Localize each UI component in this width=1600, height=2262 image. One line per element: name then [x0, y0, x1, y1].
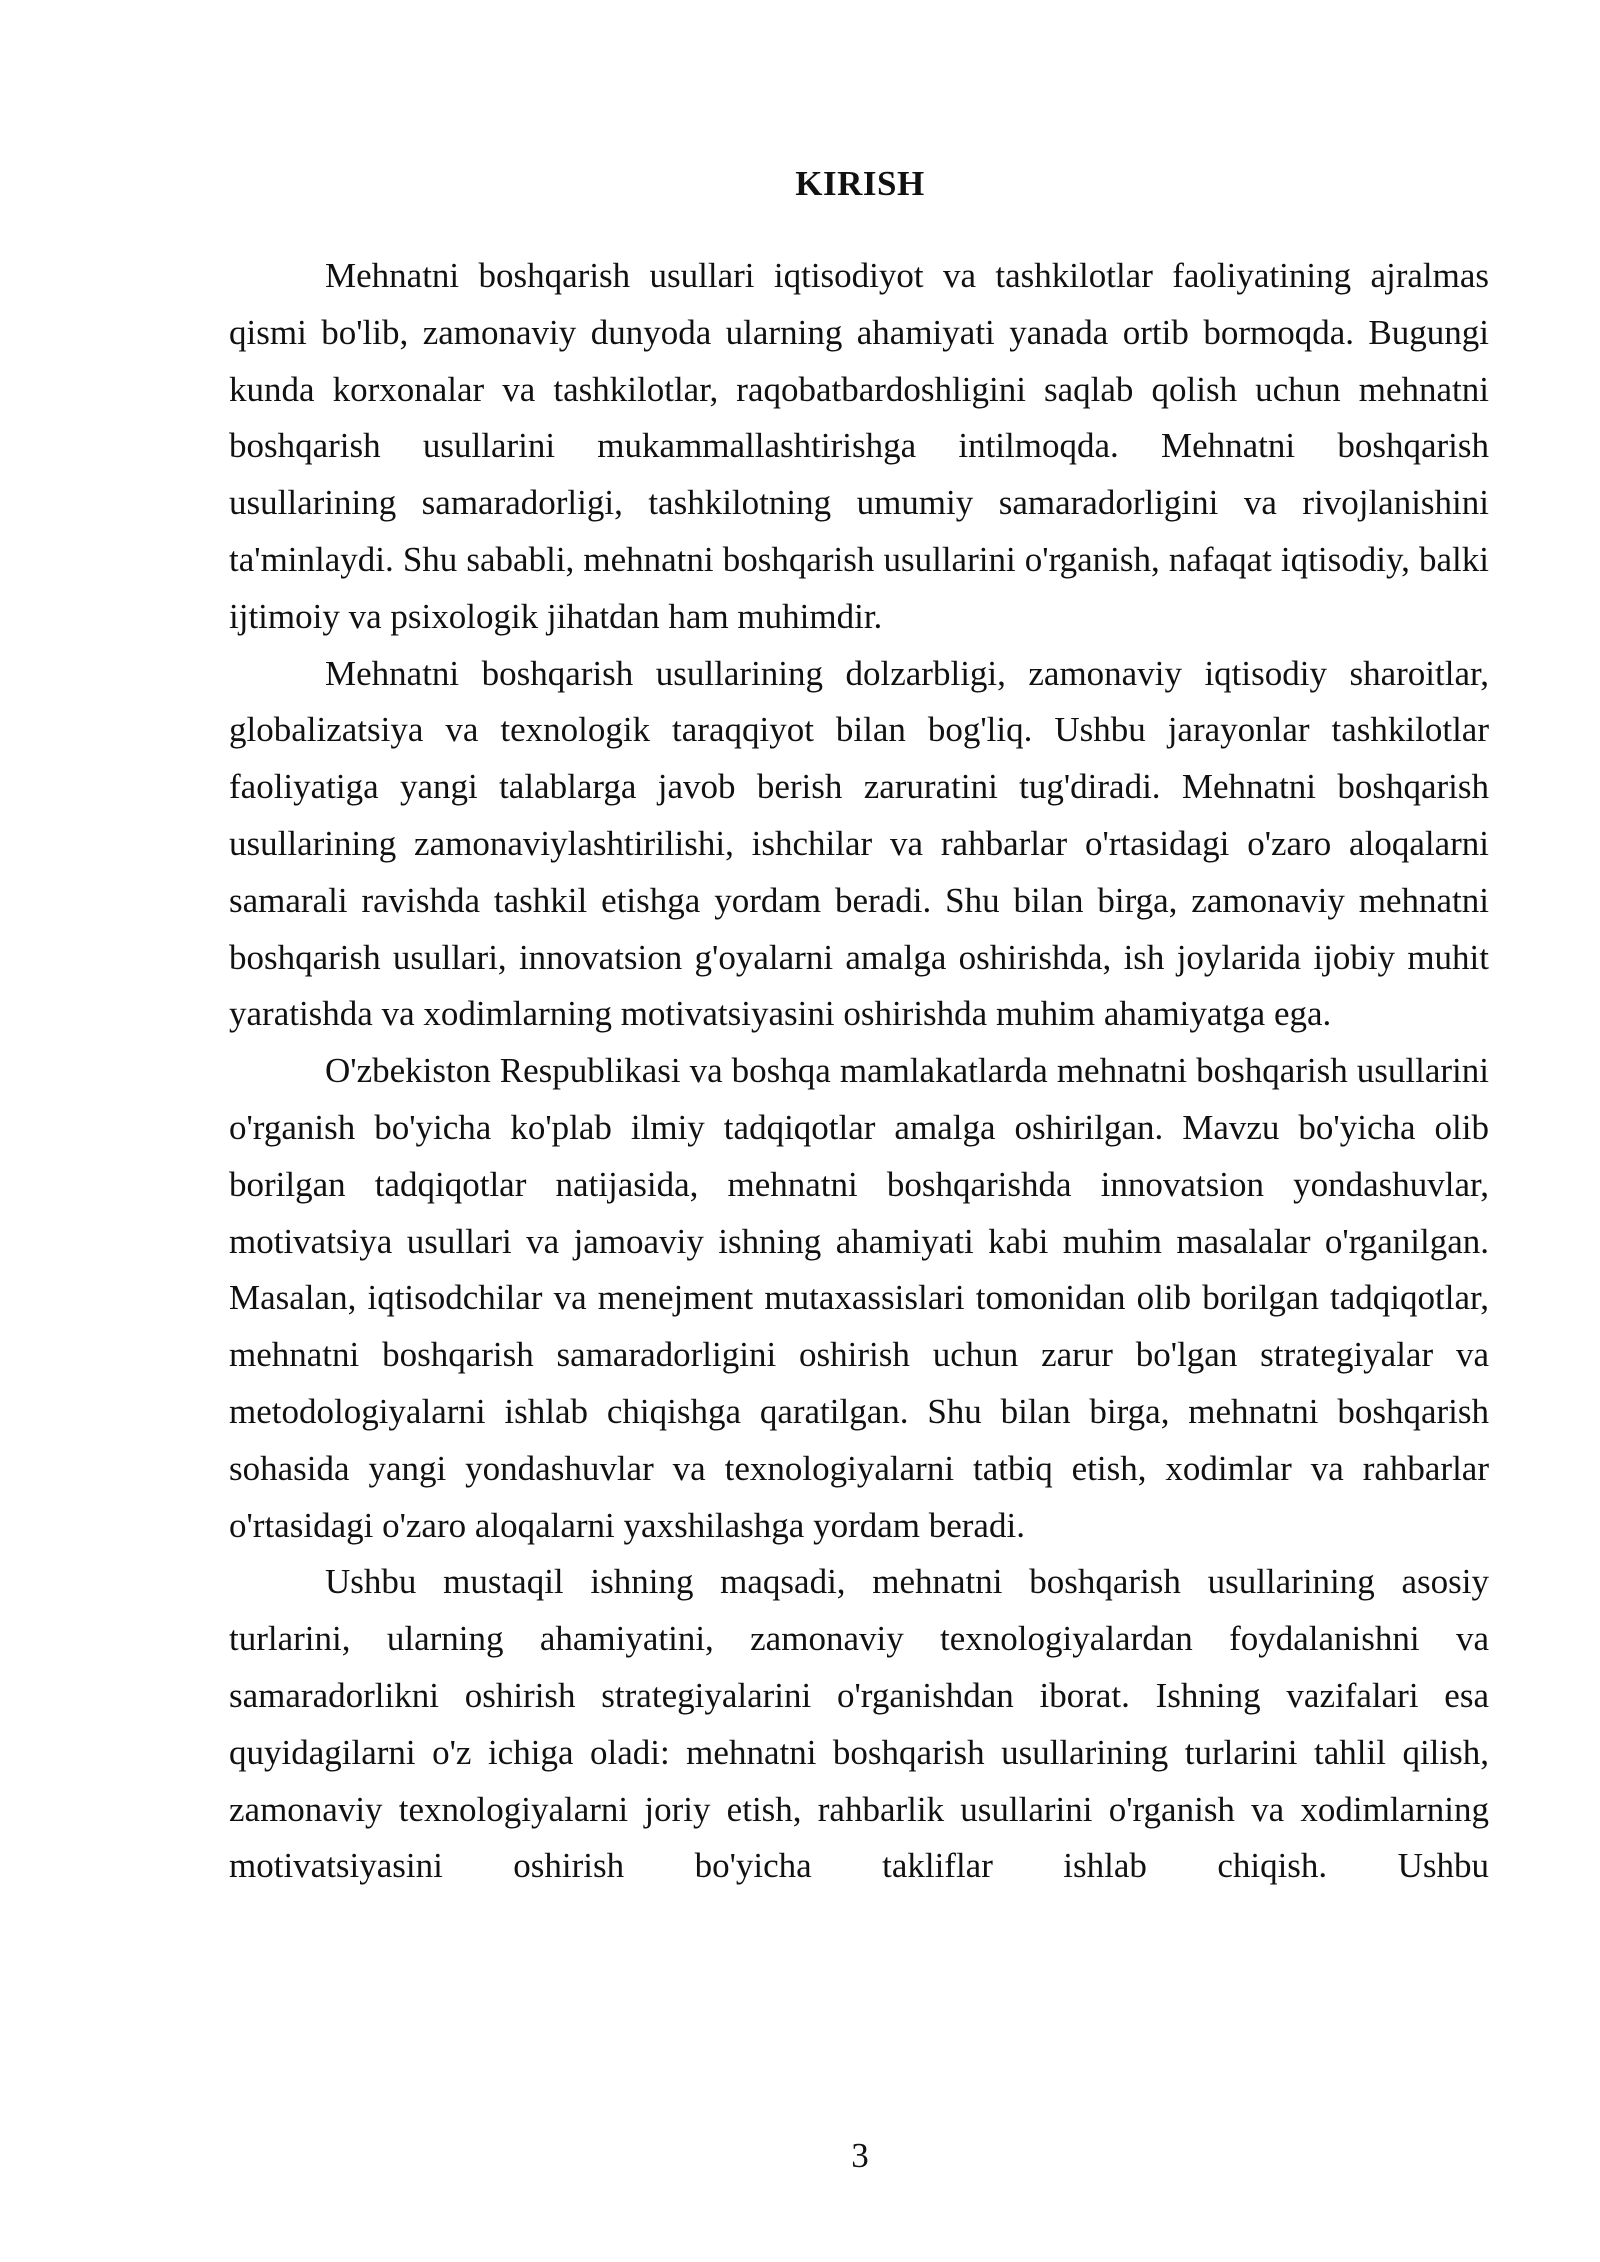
- page-number: 3: [851, 2136, 869, 2175]
- paragraph-3: O'zbekiston Respublikasi va boshqa mamlakatlarda mehnatni boshqarish usullarini o'rganish bo'yicha ko'plab ilmiy tadqiqotlar amalga oshirilgan. Mavzu bo'yicha olib borilgan tadqiqotlar natijasida, mehnatni boshqarishda innovatsion yondashuvlar, motivatsiya usullari va jamoaviy ishning ahamiyati kabi muhim masalalar o'rganilgan. Masalan, iqtisodchilar va menejment mutaxassislari tomonidan olib borilgan tadqiqotlar, mehnatni boshqarish samaradorligini oshirish uchun zarur bo'lgan strategiyalar va metodologiyalarni ishlab chiqishga qaratilgan. Shu bilan birga, mehnatni boshqarish sohasida yangi yondashuvlar va texnologiyalarni tatbiq etish, xodimlar va rahbarlar o'rtasidagi o'zaro aloqalarni yaxshilashga yordam beradi.: [229, 1051, 1489, 1545]
- paragraph-4: Ushbu mustaqil ishning maqsadi, mehnatni boshqarish usullarining asosiy turlarini, ularning ahamiyatini, zamonaviy texnologiyalardan foydalanishni va samaradorlikni oshirish strategiyalarini o'rganishdan iborat. Ishning vazifalari esa quyidagilarni o'z ichiga oladi: mehnatni boshqarish usullarining turlarini tahlil qilish, zamonaviy texnologiyalarni joriy etish, rahbarlik usullarini o'rganish va xodimlarning motivatsiyasini oshirish bo'yicha takliflar ishlab chiqish. Ushbu: [229, 1562, 1489, 1886]
- paragraph-2: Mehnatni boshqarish usullarining dolzarbligi, zamonaviy iqtisodiy sharoitlar, globalizatsiya va texnologik taraqqiyot bilan bog'liq. Ushbu jarayonlar tashkilotlar faoliyatiga yangi talablarga javob berish zaruratini tug'diradi. Mehnatni boshqarish usullarining zamonaviylashtirilishi, ishchilar va rahbarlar o'rtasidagi o'zaro aloqalarni samarali ravishda tashkil etishga yordam beradi. Shu bilan birga, zamonaviy mehnatni boshqarish usullari, innovatsion g'oyalarni amalga oshirishda, ish joylarida ijobiy muhit yaratishda va xodimlarning motivatsiyasini oshirishda muhim ahamiyatga ega.: [229, 653, 1489, 1034]
- section-heading: KIRISH: [795, 164, 925, 203]
- body-text: [229, 248, 1489, 1895]
- paragraph-1: Mehnatni boshqarish usullari iqtisodiyot va tashkilotlar faoliyatining ajralmas qismi bo'lib, zamonaviy dunyoda ularning ahamiyati yanada ortib bormoqda. Bugungi kunda korxonalar va tashkilotlar, raqobatbardoshligini saqlab qolish uchun mehnatni boshqarish usullarini mukammallashtirishga intilmoqda. Mehnatni boshqarish usullarining samaradorligi, tashkilotning umumiy samaradorligini va rivojlanishini ta'minlaydi. Shu sababli, mehnatni boshqarish usullarini o'rganish, nafaqat iqtisodiy, balki ijtimoiy va psixologik jihatdan ham muhimdir.: [229, 256, 1489, 636]
